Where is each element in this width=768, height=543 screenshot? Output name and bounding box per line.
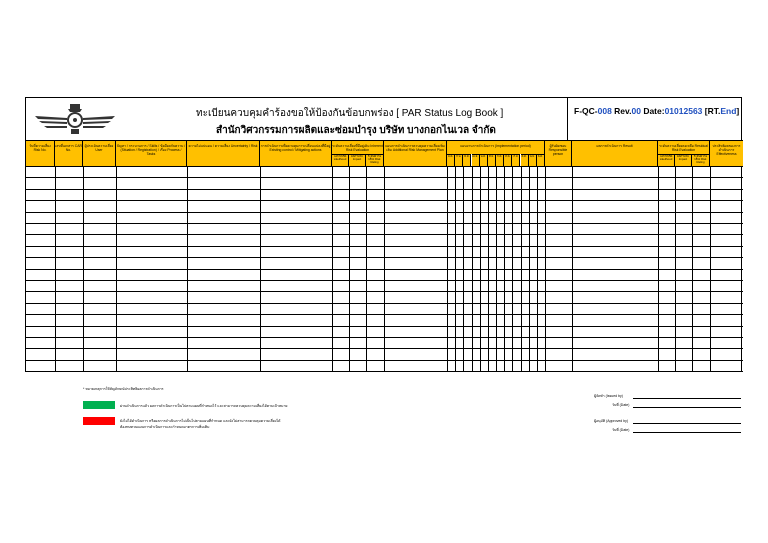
month-header: ก.ย. (512, 154, 520, 166)
month-header: พ.ย. (529, 154, 537, 166)
month-header: ส.ค. (504, 154, 512, 166)
month-header: ธ.ค. (537, 154, 545, 166)
company-subtitle: สำนักวิศวกรรมการผลิตและซ่อมบำรุง บริษัท บางกอกไนเวล จำกัด (216, 125, 496, 136)
table-row (26, 314, 743, 315)
green-legend-swatch (83, 401, 115, 409)
month-header: ม.ค. (447, 154, 455, 166)
table-row (26, 223, 743, 224)
col-risk: ความไม่แน่นอน / ความเสี่ยง Uncertainty / Risk (187, 141, 260, 166)
table-row (26, 303, 743, 304)
table-row (26, 326, 743, 327)
issued-by-label: ผู้จัดทำ (Issued by) (594, 394, 623, 398)
log-sheet (25, 97, 742, 372)
table-row (26, 280, 743, 281)
company-logo (30, 102, 120, 138)
table-row (26, 234, 743, 235)
month-header: มิ.ย. (488, 154, 496, 166)
table-row (26, 257, 743, 258)
col-effectiveness: ประสิทธิผลของการดำเนินการ Effectiveness (710, 141, 743, 166)
page-title: ทะเบียนควบคุมคำร้องขอให้ป้องกันข้อบกพร่อง [ PAR Status Log Book ] (196, 108, 504, 119)
table-row (26, 166, 743, 167)
col-process: ปัญหา / กระบวนการ / Skills / ข้อมีผลกับความ / (Situation / Registration) / เรื่อง Process / Tasks (116, 141, 187, 166)
sub-impact: ผลกระทบ Impact (349, 154, 366, 166)
issued-by-line[interactable] (633, 398, 741, 399)
col-result: ผลการดำเนินการ Result (572, 141, 658, 166)
table-row (26, 291, 743, 292)
month-header: ต.ค. (521, 154, 529, 166)
sub-rating: ระดับความเสี่ยง Risk Rating (366, 154, 384, 166)
col-car-no: เลขที่เอกสาร CAR No. (55, 141, 83, 166)
sub-likelihood-residual: โอกาสเกิด Likelihood (658, 154, 675, 166)
table-row (26, 177, 743, 178)
table-row (26, 189, 743, 190)
col-additional-plan: แผนการดำเนินการควบคุมความเสี่ยงเพิ่มเติม Additional Risk Management Plan (384, 141, 447, 166)
table-row (26, 371, 743, 372)
table-row (26, 337, 743, 338)
col-responsible: ผู้รับผิดชอบ Responsible person (545, 141, 572, 166)
col-risk-no: วันที่ความเสี่ยง Risk No. (26, 141, 55, 166)
red-legend-text-1: ยังไม่ได้ดำเนินการ หรือผลการดำเนินการไม่เป็นไปตามแผนที่กำหนด และยังไม่สามารถควบคุมความเสี่ยงได้ (120, 419, 281, 423)
approved-by-label: ผู้อนุมัติ (Approved by) (594, 419, 629, 423)
red-legend-text-2: ต้องทบทวนแผนการดำเนินการและกำหนดมาตรการเพิ่มเติม (120, 425, 210, 429)
note-title: * หมายเหตุการให้สัญลักษณ์ประสิทธิผลการดำเนินการ (83, 387, 164, 391)
col-inherent-risk: ระดับความเสี่ยงที่มีอยู่เดิม Inherent Risk Evaluation (332, 141, 384, 154)
approved-by-line[interactable] (633, 423, 741, 424)
table-row (26, 200, 743, 201)
col-user: ผู้ประเมินความเสี่ยง User (83, 141, 116, 166)
sub-likelihood: โอกาสเกิด Likelihood (332, 154, 349, 166)
month-header: เม.ย. (472, 154, 480, 166)
approved-date-label: วันที่ (Date) (612, 428, 630, 432)
form-code: F-QC-008 Rev.00 Date:01012563 [RT.End] (567, 98, 743, 141)
month-header: มี.ค. (463, 154, 471, 166)
month-header: ก.พ. (455, 154, 463, 166)
table-row (26, 269, 743, 270)
issued-date-line[interactable] (633, 407, 741, 408)
col-residual-risk: ระดับความเสี่ยงคงเหลือ Residual Risk Evaluation (658, 141, 710, 154)
issued-date-label: วันที่ (Date) (612, 403, 630, 407)
month-header: ก.ค. (496, 154, 504, 166)
table-row (26, 348, 743, 349)
col-implementation: แผนงานการดำเนินการ (Implementation period) (447, 141, 545, 154)
sub-rating-residual: ระดับความเสี่ยง Risk Rating (692, 154, 710, 166)
sub-impact-residual: ผลกระทบ Impact (675, 154, 692, 166)
table-row (26, 212, 743, 213)
col-existing-control: การดำเนินการเพื่อควบคุมการเปลี่ยนแปลงที่มีอยู่ Existing control / Mitigating actions (260, 141, 332, 166)
table-row (26, 360, 743, 361)
red-legend-swatch (83, 417, 115, 425)
title-box (26, 98, 743, 141)
green-legend-text: ผ่านดำเนินการแล้ว ผลการดำเนินการเป็นไปตามแผนที่กำหนดไว้ และสามารถควบคุมความเสี่ยงได้ตามเป้าหมาย (120, 404, 288, 408)
approved-date-line[interactable] (633, 432, 741, 433)
table-row (26, 246, 743, 247)
month-header: พ.ค. (480, 154, 488, 166)
